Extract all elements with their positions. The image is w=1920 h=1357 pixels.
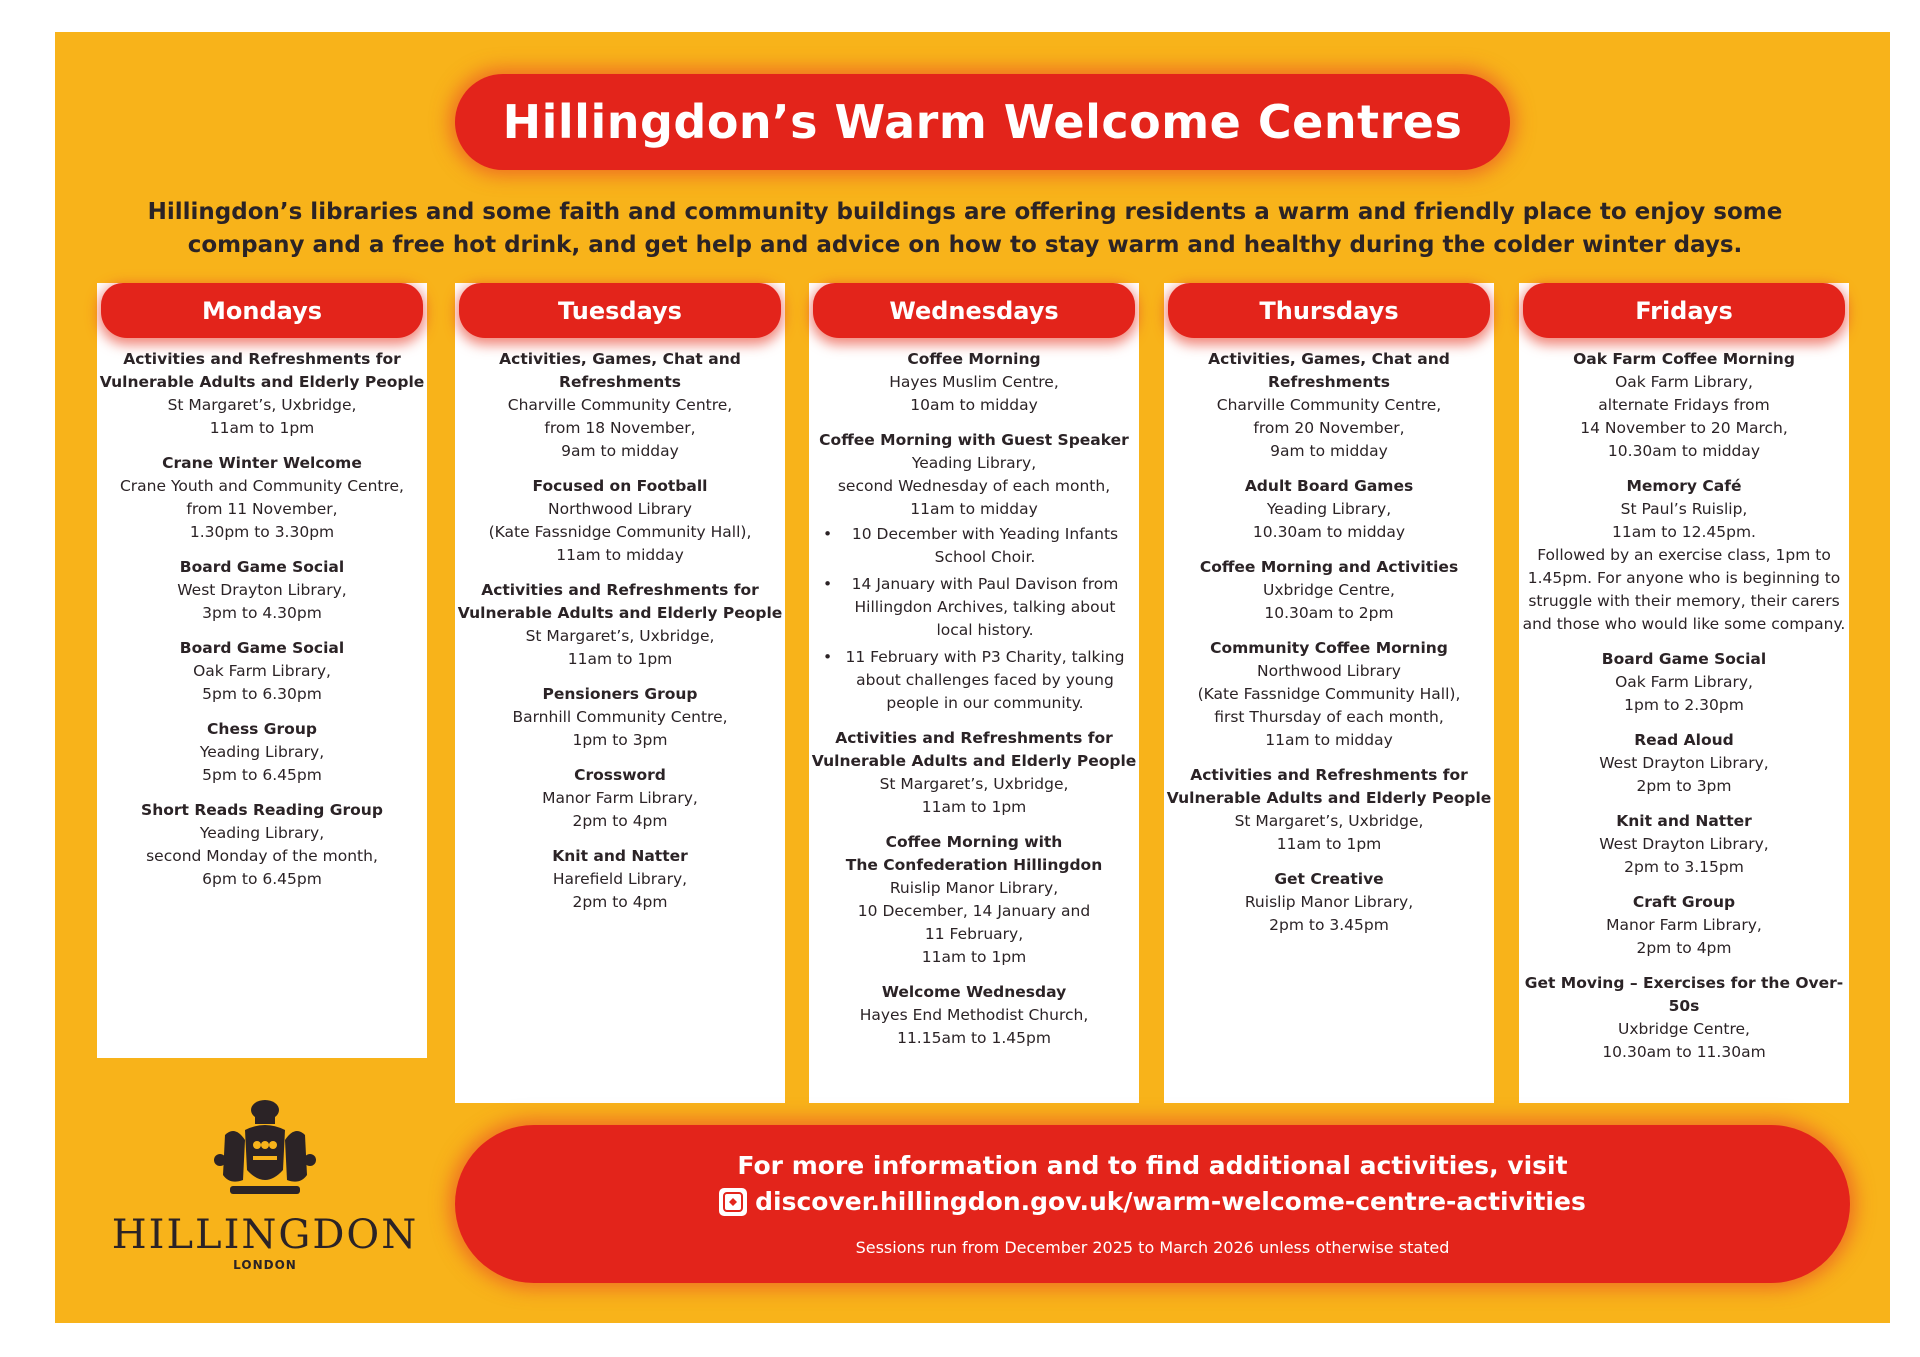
activity-entry bbox=[455, 845, 785, 914]
activity-entry bbox=[1519, 972, 1849, 1064]
activity-entry bbox=[1519, 891, 1849, 960]
activity-details: St Margaret’s, Uxbridge, 11am to 1pm bbox=[525, 627, 715, 668]
footer-link[interactable]: discover.hillingdon.gov.uk/warm-welcome-centre-activities bbox=[755, 1187, 1586, 1216]
activity-details: West Drayton Library, 2pm to 3.15pm bbox=[1599, 835, 1769, 876]
activity-details: West Drayton Library, 3pm to 4.30pm bbox=[177, 581, 347, 622]
footer-info-text: For more information and to find additional activities, visit bbox=[737, 1151, 1568, 1180]
day-column-thursdays bbox=[1164, 283, 1494, 1103]
activity-details: St Margaret’s, Uxbridge, 11am to 1pm bbox=[879, 775, 1069, 816]
activity-name: Short Reads Reading Group bbox=[141, 801, 383, 819]
activity-details: Barnhill Community Centre, 1pm to 3pm bbox=[512, 708, 728, 749]
logo-subtitle: LONDON bbox=[233, 1258, 297, 1272]
entries-list bbox=[455, 348, 785, 926]
hillingdon-logo bbox=[95, 1090, 435, 1290]
activity-details: Yeading Library, second Monday of the month, 6pm to 6.45pm bbox=[146, 824, 378, 888]
activity-name: Activities, Games, Chat and Refreshments bbox=[1208, 350, 1450, 391]
activity-entry bbox=[809, 727, 1139, 819]
activity-entry bbox=[809, 429, 1139, 715]
activity-details: Harefield Library, 2pm to 4pm bbox=[552, 870, 688, 911]
activity-name: Coffee Morning with The Confederation Hillingdon bbox=[845, 833, 1103, 874]
activity-details: Uxbridge Centre, 10.30am to 11.30am bbox=[1602, 1020, 1766, 1061]
entries-list bbox=[97, 348, 427, 903]
activity-entry bbox=[97, 799, 427, 891]
footer-banner bbox=[455, 1125, 1850, 1283]
activity-entry bbox=[1164, 556, 1494, 625]
page-title: Hillingdon’s Warm Welcome Centres bbox=[502, 95, 1463, 149]
activity-entry bbox=[809, 348, 1139, 417]
entries-list bbox=[1164, 348, 1494, 949]
activity-entry bbox=[1519, 648, 1849, 717]
activity-entry bbox=[1164, 637, 1494, 752]
activity-name: Knit and Natter bbox=[1616, 812, 1752, 830]
intro-text: Hillingdon’s libraries and some faith and community buildings are offering residents a warm and friendly place to enjoy some company and a free hot drink, and get help and advice on how to stay warm and healthy during the colder winter days. bbox=[147, 199, 1783, 258]
activity-entry bbox=[809, 981, 1139, 1050]
activity-name: Crane Winter Welcome bbox=[162, 454, 362, 472]
activity-details: St Margaret’s, Uxbridge, 11am to 1pm bbox=[1234, 812, 1424, 853]
activity-name: Community Coffee Morning bbox=[1210, 639, 1448, 657]
activity-details: St Paul’s Ruislip, 11am to 12.45pm. Followed by an exercise class, 1pm to 1.45pm. For anyone who is beginning to struggle with their memory, their carers and those who would like some company. bbox=[1522, 500, 1846, 633]
activity-details: Hayes End Methodist Church, 11.15am to 1.45pm bbox=[859, 1006, 1089, 1047]
activity-entry bbox=[1519, 810, 1849, 879]
activity-name: Board Game Social bbox=[1601, 650, 1767, 668]
activity-name: Craft Group bbox=[1632, 893, 1736, 911]
activity-details: Crane Youth and Community Centre, from 11 November, 1.30pm to 3.30pm bbox=[119, 477, 404, 541]
activity-details: Yeading Library, second Wednesday of each month, 11am to midday bbox=[837, 454, 1111, 518]
logo-wordmark: HILLINGDON bbox=[111, 1212, 419, 1258]
activity-details: Uxbridge Centre, 10.30am to 2pm bbox=[1263, 581, 1395, 622]
activity-entry bbox=[1164, 868, 1494, 937]
coat-of-arms-icon bbox=[205, 1090, 325, 1210]
activity-name: Coffee Morning with Guest Speaker bbox=[819, 431, 1129, 449]
activity-details: Charville Community Centre, from 20 November, 9am to midday bbox=[1216, 396, 1442, 460]
day-heading: Mondays bbox=[101, 283, 423, 338]
entries-list bbox=[809, 348, 1139, 1062]
activity-entry bbox=[455, 348, 785, 463]
footer-note: Sessions run from December 2025 to March 2026 unless otherwise stated bbox=[855, 1238, 1450, 1257]
activity-name: Activities and Refreshments for Vulnerable Adults and Elderly People bbox=[811, 729, 1137, 770]
activity-details: Manor Farm Library, 2pm to 4pm bbox=[1606, 916, 1762, 957]
activity-name: Coffee Morning and Activities bbox=[1199, 558, 1459, 576]
activity-entry bbox=[1519, 475, 1849, 636]
activity-name: Chess Group bbox=[207, 720, 317, 738]
activity-name: Adult Board Games bbox=[1244, 477, 1414, 495]
day-column-mondays bbox=[97, 283, 427, 1058]
day-heading: Wednesdays bbox=[813, 283, 1135, 338]
activity-entry bbox=[1519, 729, 1849, 798]
activity-name: Memory Café bbox=[1626, 477, 1742, 495]
activity-entry bbox=[97, 556, 427, 625]
day-column-tuesdays bbox=[455, 283, 785, 1103]
link-icon bbox=[719, 1188, 747, 1216]
activity-details: Oak Farm Library, alternate Fridays from 14 November to 20 March, 10.30am to midday bbox=[1580, 373, 1788, 460]
activity-entry bbox=[455, 579, 785, 671]
activity-name: Activities, Games, Chat and Refreshments bbox=[499, 350, 741, 391]
day-column-wednesdays bbox=[809, 283, 1139, 1103]
activity-name: Activities and Refreshments for Vulnerable Adults and Elderly People bbox=[99, 350, 425, 391]
guest-speaker-item: • 14 January with Paul Davison from Hillingdon Archives, talking about local history. bbox=[823, 573, 1133, 642]
activity-entry bbox=[97, 718, 427, 787]
activity-name: Read Aloud bbox=[1634, 731, 1734, 749]
activity-name: Board Game Social bbox=[179, 558, 345, 576]
activity-name: Coffee Morning bbox=[907, 350, 1041, 368]
activity-details: Ruislip Manor Library, 2pm to 3.45pm bbox=[1244, 893, 1414, 934]
activity-entry bbox=[809, 831, 1139, 969]
guest-speaker-item: • 11 February with P3 Charity, talking about challenges faced by young people in our community. bbox=[823, 646, 1133, 715]
activity-entry bbox=[455, 475, 785, 567]
activity-entry bbox=[97, 637, 427, 706]
activity-details: Ruislip Manor Library, 10 December, 14 January and 11 February, 11am to 1pm bbox=[857, 879, 1091, 966]
activity-name: Knit and Natter bbox=[552, 847, 688, 865]
activity-details: Yeading Library, 10.30am to midday bbox=[1252, 500, 1406, 541]
guest-speaker-item: • 10 December with Yeading Infants School Choir. bbox=[823, 523, 1133, 569]
activity-details: Hayes Muslim Centre, 10am to midday bbox=[889, 373, 1059, 414]
activity-details: Manor Farm Library, 2pm to 4pm bbox=[542, 789, 698, 830]
activity-name: Pensioners Group bbox=[542, 685, 698, 703]
activity-entry bbox=[1164, 764, 1494, 856]
activity-name: Activities and Refreshments for Vulnerable Adults and Elderly People bbox=[457, 581, 783, 622]
activity-details: Oak Farm Library, 5pm to 6.30pm bbox=[193, 662, 331, 703]
activity-name: Crossword bbox=[574, 766, 666, 784]
activity-name: Board Game Social bbox=[179, 639, 345, 657]
footer-link-row[interactable] bbox=[455, 1185, 1850, 1219]
activity-details: Oak Farm Library, 1pm to 2.30pm bbox=[1615, 673, 1753, 714]
activity-name: Get Creative bbox=[1274, 870, 1384, 888]
activity-name: Oak Farm Coffee Morning bbox=[1573, 350, 1795, 368]
activity-entry bbox=[1164, 348, 1494, 463]
activity-entry bbox=[455, 683, 785, 752]
activity-entry bbox=[1519, 348, 1849, 463]
guest-speaker-list bbox=[809, 523, 1139, 715]
activity-name: Focused on Football bbox=[532, 477, 708, 495]
activity-name: Get Moving – Exercises for the Over-50s bbox=[1524, 974, 1844, 1015]
activity-entry bbox=[455, 764, 785, 833]
activity-details: Yeading Library, 5pm to 6.45pm bbox=[199, 743, 325, 784]
activity-details: Northwood Library (Kate Fassnidge Community Hall), first Thursday of each month, 11am to midday bbox=[1197, 662, 1461, 749]
activity-details: Northwood Library (Kate Fassnidge Community Hall), 11am to midday bbox=[488, 500, 752, 564]
activity-entry bbox=[97, 452, 427, 544]
title-banner bbox=[455, 74, 1510, 170]
day-heading: Fridays bbox=[1523, 283, 1845, 338]
activity-details: West Drayton Library, 2pm to 3pm bbox=[1599, 754, 1769, 795]
day-heading: Thursdays bbox=[1168, 283, 1490, 338]
activity-details: Charville Community Centre, from 18 November, 9am to midday bbox=[507, 396, 733, 460]
day-heading: Tuesdays bbox=[459, 283, 781, 338]
activity-entry bbox=[1164, 475, 1494, 544]
activity-name: Welcome Wednesday bbox=[881, 983, 1067, 1001]
activity-entry bbox=[97, 348, 427, 440]
entries-list bbox=[1519, 348, 1849, 1076]
activity-name: Activities and Refreshments for Vulnerable Adults and Elderly People bbox=[1166, 766, 1492, 807]
activity-details: St Margaret’s, Uxbridge, 11am to 1pm bbox=[167, 396, 357, 437]
day-column-fridays bbox=[1519, 283, 1849, 1103]
